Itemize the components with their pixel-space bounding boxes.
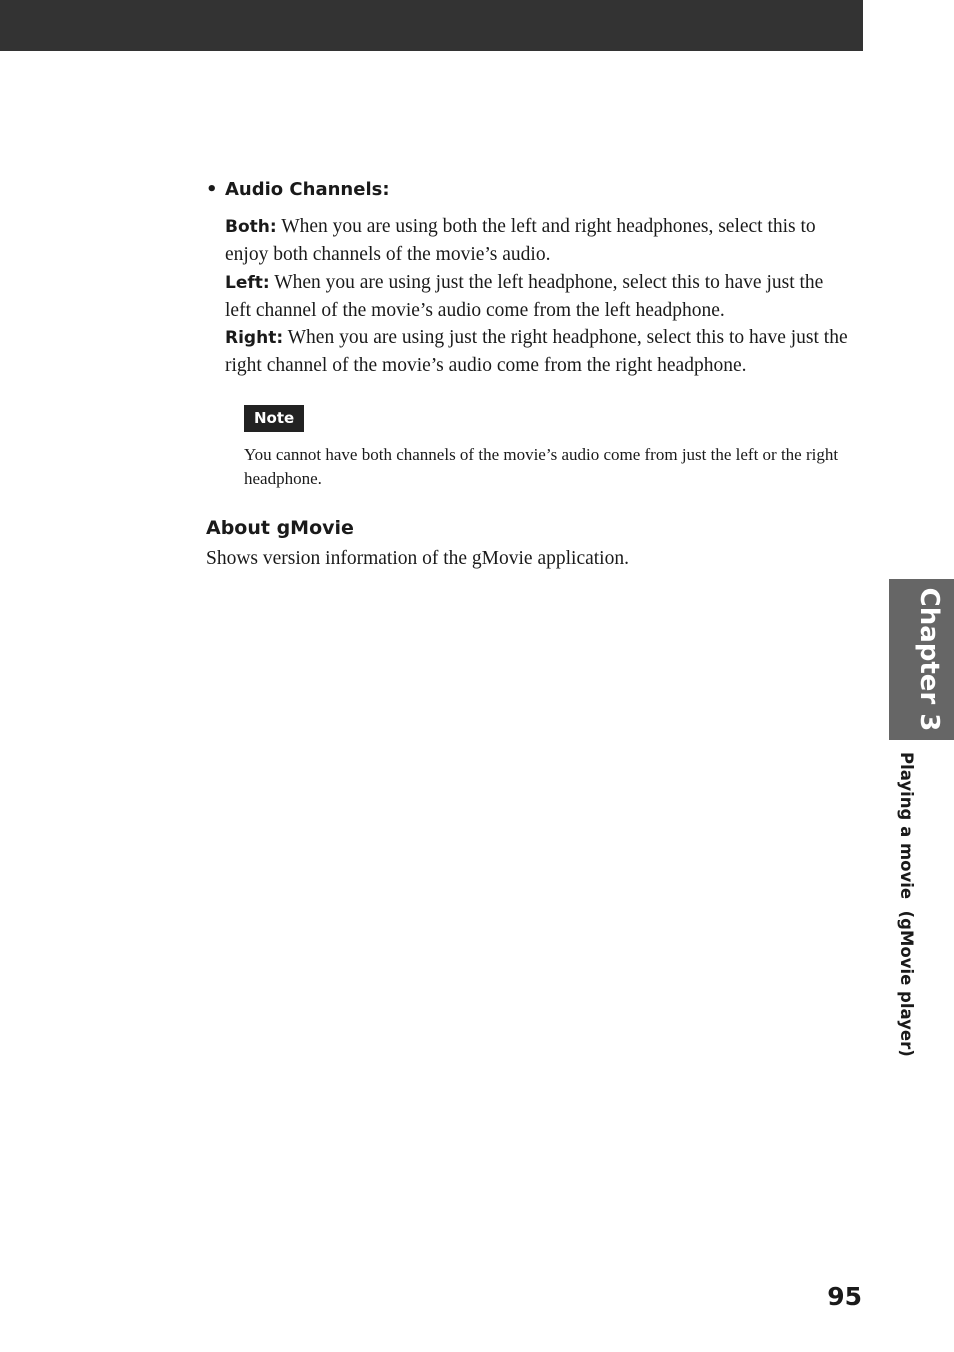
option-term: Left: xyxy=(225,272,270,293)
option-term: Right: xyxy=(225,328,284,349)
note-text: You cannot have both channels of the movie’s audio come from just the left or the right headphone. xyxy=(244,444,839,488)
header-bar xyxy=(0,0,863,51)
audio-channels-label: Audio Channels: xyxy=(225,179,390,200)
bullet-icon: • xyxy=(206,179,218,200)
chapter-tab xyxy=(889,579,954,740)
note-block xyxy=(244,405,856,491)
audio-channel-options xyxy=(225,213,850,380)
option-right xyxy=(225,324,850,380)
option-left xyxy=(225,269,850,325)
option-description: When you are using just the left headphone, select this to have just the left channel of the movie’s audio come from the left headphone. xyxy=(225,271,824,321)
about-heading: About gMovie xyxy=(206,516,354,539)
chapter-label: Chapter 3 xyxy=(914,587,944,732)
note-badge: Note xyxy=(244,405,304,432)
about-body: Shows version information of the gMovie application. xyxy=(206,547,629,569)
audio-channels-heading xyxy=(206,176,856,204)
main-content xyxy=(206,176,856,572)
option-description: When you are using just the right headphone, select this to have just the right channel of the movie’s audio come from the right headphone. xyxy=(225,327,848,377)
option-term: Both: xyxy=(225,217,277,237)
option-both xyxy=(225,213,850,269)
page-number: 95 xyxy=(827,1282,862,1311)
side-section-title: Playing a movie (gMovie player) xyxy=(897,752,916,1057)
option-description: When you are using both the left and right headphones, select this to enjoy both channels of the movie’s audio. xyxy=(225,216,816,266)
